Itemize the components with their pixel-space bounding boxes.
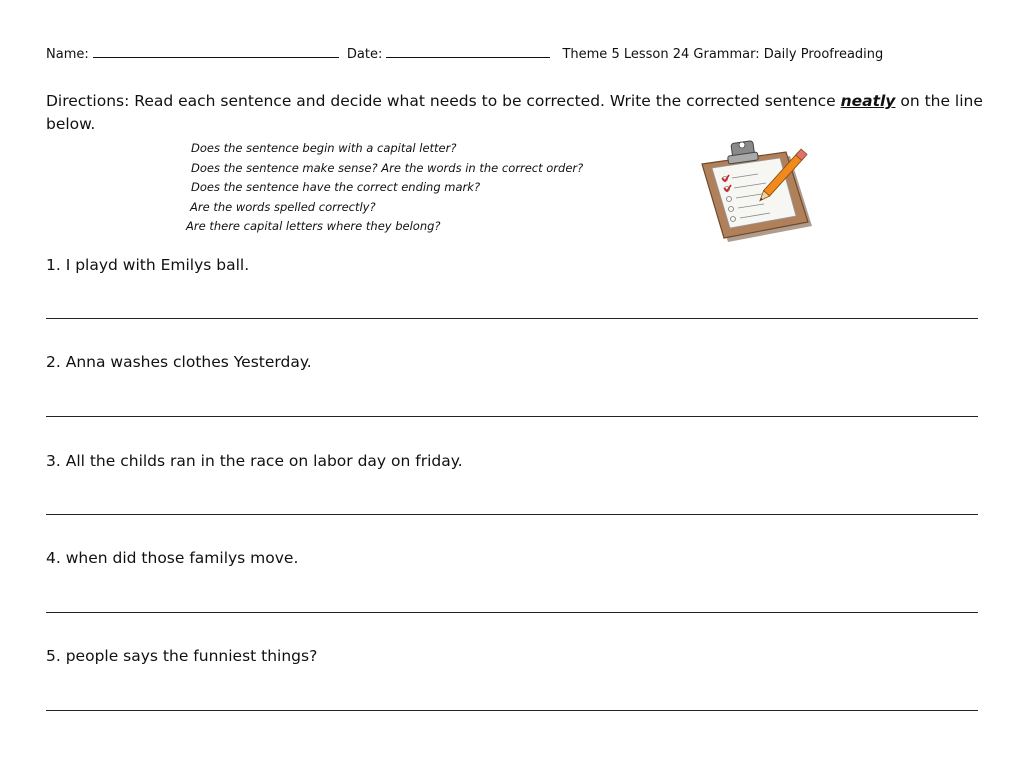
- question-5: 5. people says the funniest things?: [46, 647, 318, 665]
- question-4: 4. when did those familys move.: [46, 549, 299, 567]
- question-2: 2. Anna washes clothes Yesterday.: [46, 353, 312, 371]
- directions-emphasis: neatly: [840, 92, 896, 110]
- checklist-item: Does the sentence make sense? Are the words in the correct order?: [191, 160, 584, 175]
- question-1: 1. I playd with Emilys ball.: [46, 256, 250, 274]
- question-3: 3. All the childs ran in the race on labor day on friday.: [46, 452, 463, 470]
- name-field-line[interactable]: [93, 46, 339, 58]
- answer-line-3[interactable]: [46, 514, 978, 515]
- answer-line-2[interactable]: [46, 416, 978, 417]
- clipboard-icon: [696, 134, 826, 246]
- checklist-item: Does the sentence have the correct ending mark?: [191, 180, 481, 194]
- directions-text-after: on the line below.: [46, 92, 983, 133]
- answer-line-1[interactable]: [46, 318, 978, 319]
- date-label: Date:: [346, 47, 383, 62]
- worksheet-header: [46, 46, 883, 62]
- directions: [46, 90, 986, 136]
- date-field-line[interactable]: [386, 46, 550, 58]
- directions-text-before: Directions: Read each sentence and decide what needs to be corrected. Write the corrected sentence: [46, 92, 841, 110]
- worksheet-title: Theme 5 Lesson 24 Grammar: Daily Proofreading: [562, 47, 884, 62]
- checklist-item: Are there capital letters where they belong?: [186, 219, 441, 233]
- answer-line-5[interactable]: [46, 710, 978, 711]
- name-label: Name:: [46, 47, 89, 62]
- proofreading-checklist: [186, 139, 583, 237]
- checklist-item: Does the sentence begin with a capital letter?: [191, 141, 457, 155]
- checklist-item: Are the words spelled correctly?: [190, 199, 376, 214]
- answer-line-4[interactable]: [46, 612, 978, 613]
